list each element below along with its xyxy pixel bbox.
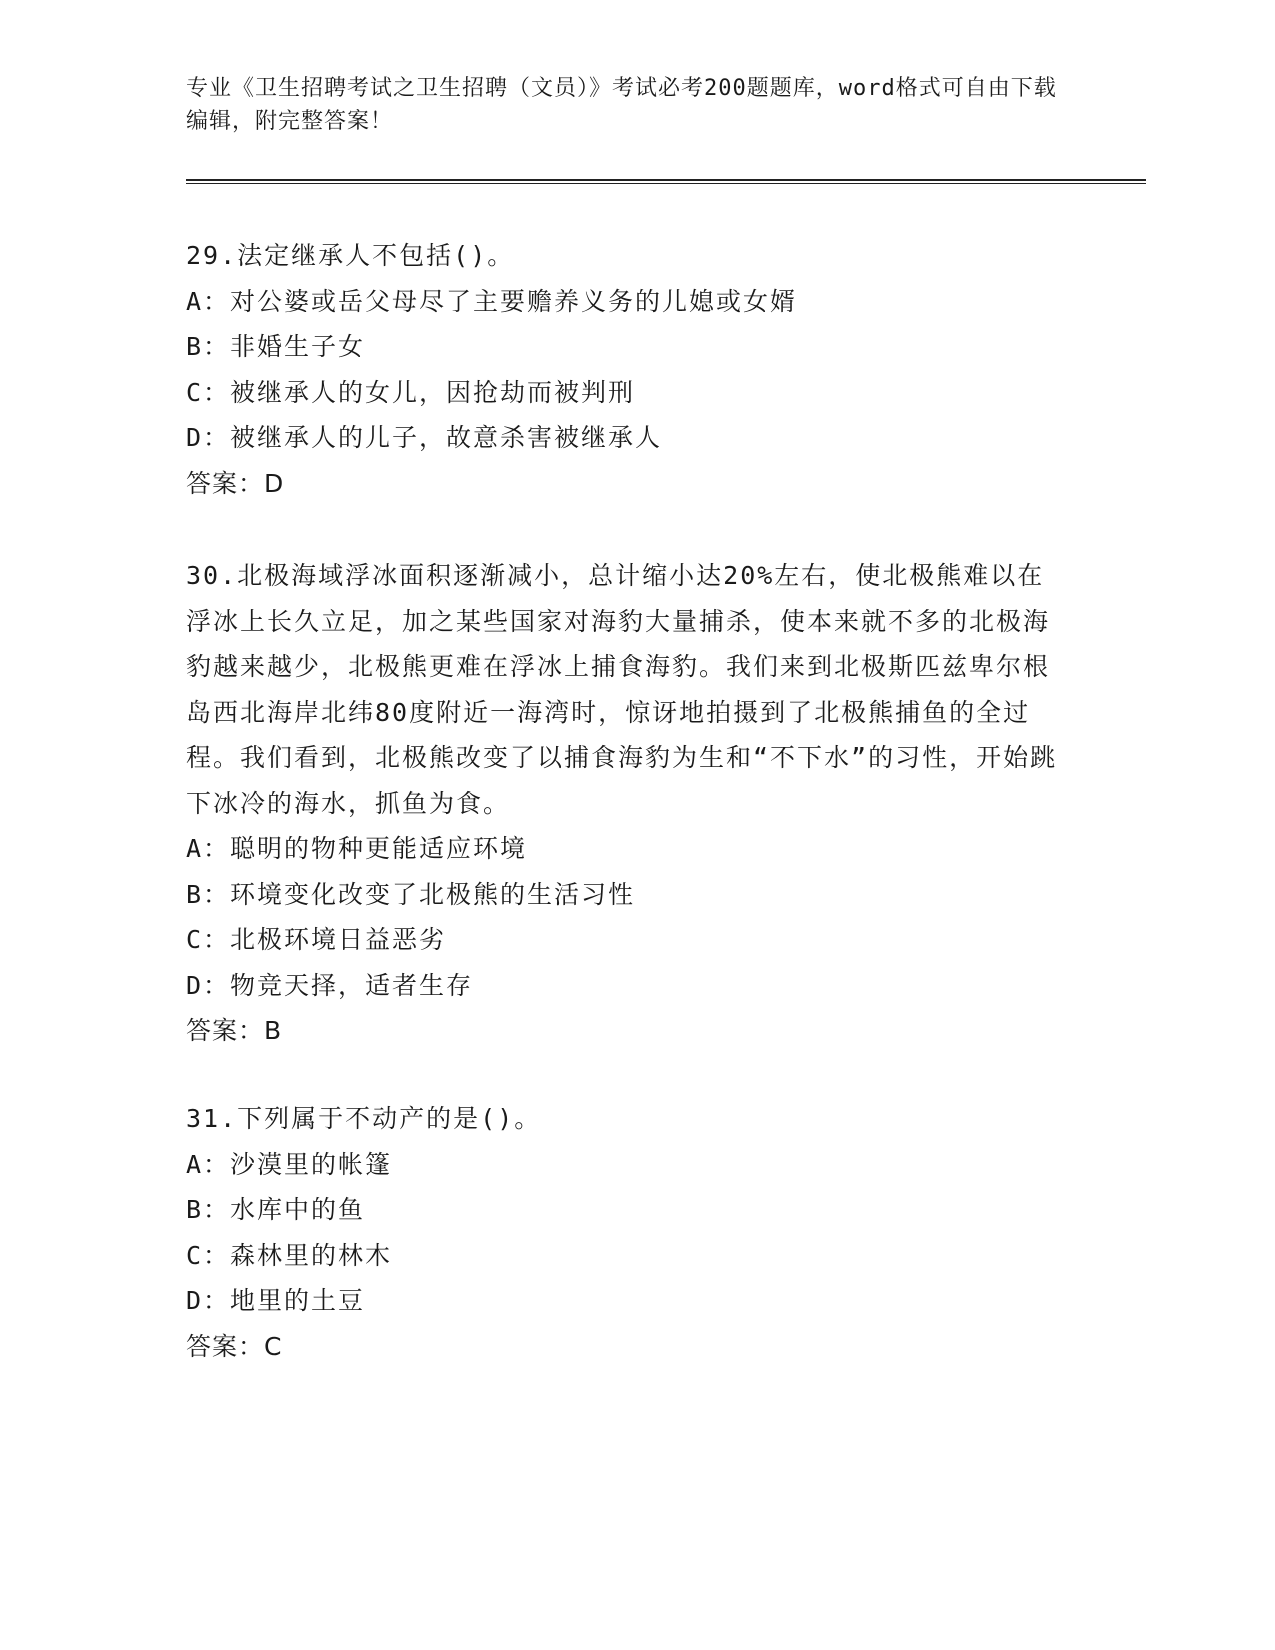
header-intro-text: 专业《卫生招聘考试之卫生招聘（文员）》考试必考200题题库，word格式可自由下载编辑，附完整答案！ <box>186 76 1057 134</box>
answer-line: 答案：B <box>186 1016 283 1045</box>
question-30 <box>186 553 1066 1054</box>
question-31 <box>186 1096 1066 1369</box>
option-d: D：被继承人的儿子，故意杀害被继承人 <box>186 423 663 452</box>
option-a: A：聪明的物种更能适应环境 <box>186 834 528 863</box>
document-header <box>186 72 1066 138</box>
option-c: C：森林里的林木 <box>186 1240 393 1270</box>
answer-line: 答案：D <box>186 468 285 498</box>
option-c: C：被继承人的女儿，因抢劫而被判刑 <box>186 377 636 407</box>
question-stem: 30.北极海域浮冰面积逐渐减小，总计缩小达20%左右，使北极熊难以在浮冰上长久立足，加之某些国家对海豹大量捕杀，使本来就不多的北极海豹越来越少，北极熊更难在浮冰上捕食海豹。我们来到北极斯匹兹卑尔根岛西北海岸北纬80度附近一海湾时，惊讶地拍摄到了北极熊捕鱼的全过程。我们看到，北极熊改变了以捕食海豹为生和“不下水”的习性，开始跳下冰冷的海水，抓鱼为食。 <box>186 561 1058 818</box>
option-d: D：地里的土豆 <box>186 1286 366 1315</box>
question-stem: 31.下列属于不动产的是()。 <box>186 1104 542 1133</box>
question-29 <box>186 233 1066 506</box>
option-a: A：对公婆或岳父母尽了主要赡养义务的儿媳或女婿 <box>186 286 798 316</box>
option-c: C：北极环境日益恶劣 <box>186 925 447 954</box>
option-b: B：水库中的鱼 <box>186 1195 366 1224</box>
header-divider <box>186 179 1146 184</box>
question-stem: 29.法定继承人不包括()。 <box>186 241 515 270</box>
answer-line: 答案：C <box>186 1331 283 1361</box>
option-b: B：环境变化改变了北极熊的生活习性 <box>186 879 636 909</box>
document-page <box>186 0 1146 1650</box>
option-b: B：非婚生子女 <box>186 332 366 361</box>
option-a: A：沙漠里的帐篷 <box>186 1149 393 1179</box>
option-d: D：物竞天择，适者生存 <box>186 970 474 1000</box>
